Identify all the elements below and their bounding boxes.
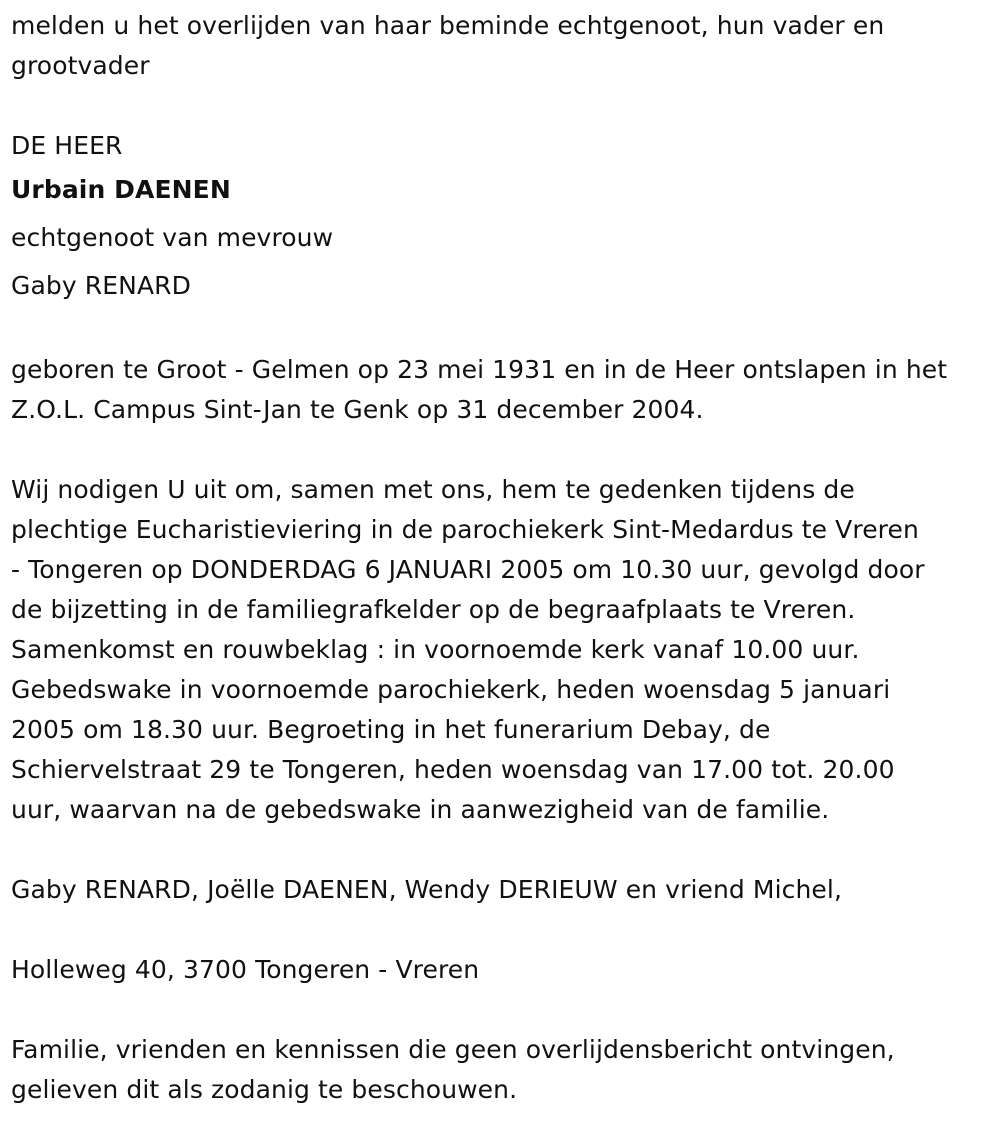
- service-line: Wij nodigen U uit om, samen met ons, hem te gedenken tijdens de: [11, 475, 855, 504]
- closing-line: gelieven dit als zodanig te beschouwen.: [11, 1075, 518, 1104]
- service-paragraph: [11, 470, 996, 830]
- intro-line: melden u het overlijden van haar beminde echtgenoot, hun vader en: [11, 11, 885, 40]
- service-line: plechtige Eucharistieviering in de parochiekerk Sint-Medardus te Vreren: [11, 515, 919, 544]
- service-line: Schiervelstraat 29 te Tongeren, heden woensdag van 17.00 tot. 20.00: [11, 755, 895, 784]
- service-line: uur, waarvan na de gebedswake in aanwezigheid van de familie.: [11, 795, 830, 824]
- family-address: Holleweg 40, 3700 Tongeren - Vreren: [11, 955, 480, 984]
- birth-death-line: geboren te Groot - Gelmen op 23 mei 1931 en in de Heer ontslapen in het: [11, 355, 948, 384]
- honorific-title: DE HEER: [11, 131, 123, 160]
- closing-line: Familie, vrienden en kennissen die geen overlijdensbericht ontvingen,: [11, 1035, 895, 1064]
- spouse-name: Gaby RENARD: [11, 271, 191, 300]
- family-names: Gaby RENARD, Joëlle DAENEN, Wendy DERIEUW en vriend Michel,: [11, 875, 843, 904]
- spouse-label: echtgenoot van mevrouw: [11, 223, 334, 252]
- closing-paragraph: [11, 1030, 996, 1110]
- service-line: 2005 om 18.30 uur. Begroeting in het funerarium Debay, de: [11, 715, 771, 744]
- intro-line: grootvader: [11, 51, 150, 80]
- birth-death-paragraph: [11, 350, 996, 430]
- intro-paragraph: [11, 6, 996, 86]
- service-line: de bijzetting in de familiegrafkelder op de begraafplaats te Vreren.: [11, 595, 856, 624]
- obituary-notice: [11, 6, 996, 1110]
- service-line: - Tongeren op DONDERDAG 6 JANUARI 2005 om 10.30 uur, gevolgd door: [11, 555, 925, 584]
- service-line: Samenkomst en rouwbeklag : in voornoemde kerk vanaf 10.00 uur.: [11, 635, 860, 664]
- service-line: Gebedswake in voornoemde parochiekerk, heden woensdag 5 januari: [11, 675, 891, 704]
- deceased-name: Urbain DAENEN: [11, 175, 231, 204]
- birth-death-line: Z.O.L. Campus Sint-Jan te Genk op 31 december 2004.: [11, 395, 704, 424]
